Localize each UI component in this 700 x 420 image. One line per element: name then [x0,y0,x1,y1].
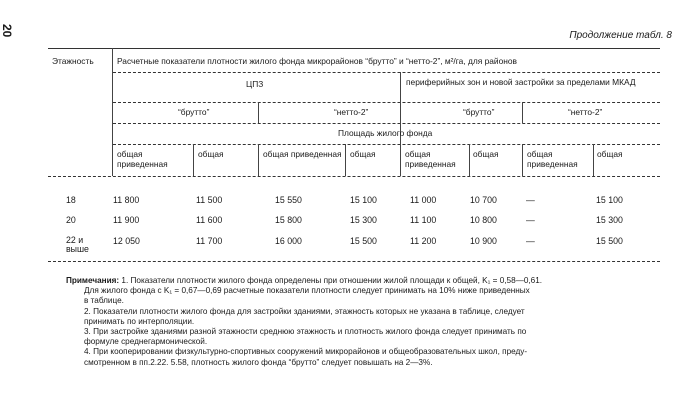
cell-value: 11 100 [410,215,437,225]
cell-value: 10 900 [470,236,497,246]
stub-divider [112,48,113,176]
zone-divider [400,72,401,176]
note-3-line-2: формуле среднегармонической. [84,337,208,347]
row-floors: 18 [66,195,76,205]
group-divider-3 [522,102,523,123]
note-2-line-2: принимать по интерполяции. [84,316,195,326]
cell-value: 11 500 [196,195,223,205]
note-1-line-1: Примечания: 1. Показатели плотности жилого фонда определены при отношении жилой площади к общей, K₁ = 0,58—0,61. [66,276,543,285]
col-divider-6 [522,144,523,176]
note-1-line-2: Для жилого фонда с K₁ = 0,67—0,69 расчетные показатели плотности следует принимать на 10% ниже приведенных [84,286,530,296]
table-top-rule [48,48,660,49]
cell-value: 15 300 [350,215,377,225]
cell-value: 11 800 [113,195,140,205]
notes-block [66,276,666,368]
group-brutto-cpz: “брутто” [178,107,210,117]
area-col-8: общая [597,149,623,159]
note-3-line-1: 3. При застройке зданиями разной этажности среднюю этажность и плотность жилого фонда следует принимать по [84,327,527,337]
col-divider-3 [345,144,346,176]
page-number: 20 [0,24,14,38]
cell-value: 15 550 [275,195,302,205]
main-header: Расчетные показатели плотности жилого фонда микрорайонов “брутто” и “нетто-2”, м²/га, для районов [117,56,517,66]
area-col-5: общая приведенная [405,149,456,169]
col-divider-1 [193,144,194,176]
note-1-line-3: в таблице. [84,296,124,306]
running-head: Продолжение табл. 8 [569,30,672,41]
area-header: Площадь жилого фонда [338,128,433,138]
cell-value: 15 300 [596,215,623,225]
cell-value: 11 700 [196,236,223,246]
group-divider-1 [258,102,259,123]
area-col-2: общая [198,149,224,159]
cell-value: 11 600 [196,215,223,225]
cell-value: 15 500 [350,236,377,246]
rule-below-groups [113,123,660,124]
group-netto-periphery: “нетто-2” [568,107,603,117]
notes-label: Примечания: [66,276,120,285]
row-floors: 20 [66,215,76,225]
row-floors: 22 и выше [66,235,89,255]
area-col-7: общая приведенная [527,149,578,169]
cell-value: — [526,215,535,225]
cell-value: 15 500 [596,236,623,246]
group-brutto-periphery: “брутто” [463,107,495,117]
cell-value: 11 000 [410,195,437,205]
table-bottom-rule [48,261,660,262]
cell-value: 12 050 [113,236,140,246]
cell-value: 16 000 [275,236,302,246]
cell-value: 11 900 [113,215,140,225]
area-col-3: общая приведенная [263,149,342,159]
zone-cpz: ЦПЗ [246,79,264,89]
note-4-line-1: 4. При кооперировании физкультурно-спортивных сооружений микрорайонов и общеобразовательных школ, преду- [84,347,528,357]
cell-value: — [526,236,535,246]
cell-value: 15 800 [275,215,302,225]
rule-below-main-header [113,72,660,73]
rule-below-zones [113,102,660,103]
cell-value: 15 100 [350,195,377,205]
col-divider-5 [469,144,470,176]
cell-value: 15 100 [596,195,623,205]
cell-value: 10 800 [470,215,497,225]
zone-periphery: периферийных зон и новой застройки за пределами МКАД [406,77,636,87]
area-col-4: общая [350,149,376,159]
area-col-6: общая [473,149,499,159]
cell-value: 11 200 [410,236,437,246]
note-2-line-1: 2. Показатели плотности жилого фонда для застройки зданиями, этажность которых не указана в таблице, следует [84,306,525,316]
cell-value: 10 700 [470,195,497,205]
table-head-bottom-rule [48,176,660,177]
stub-header: Этажность [52,56,94,66]
rule-below-area-header [113,144,660,145]
col-divider-7 [593,144,594,176]
cell-value: — [526,195,535,205]
group-netto-cpz: “нетто-2” [334,107,369,117]
col-divider-2 [258,144,259,176]
area-col-1: общая приведенная [117,149,168,169]
note-4-line-2: смотренном в пп.2.22. 5.58, плотность жилого фонда “брутто” следует повышать на 2—3%. [84,357,433,367]
